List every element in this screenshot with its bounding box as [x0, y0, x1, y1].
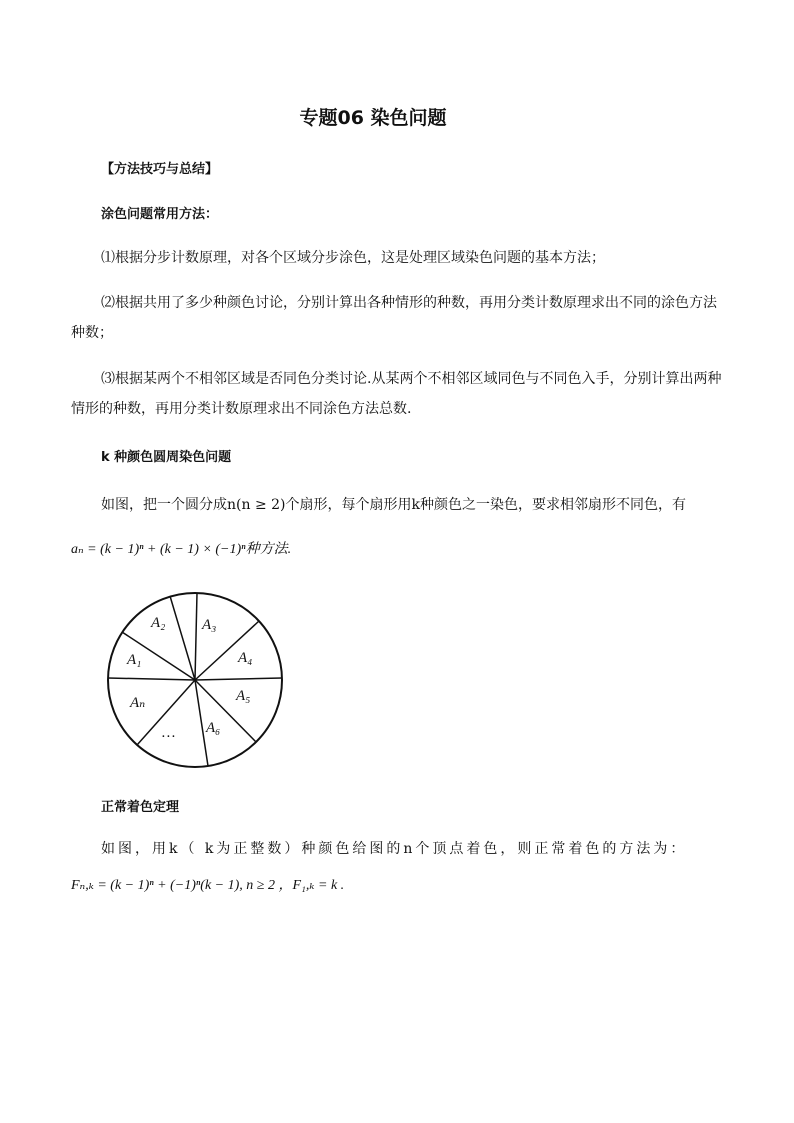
label-A6: A₆ [206, 720, 221, 736]
method-item-2: ⑵根据共用了多少种颜色讨论，分别计算出各种情形的种数，再用分类计数原理求出不同的涂色方法种数； [71, 295, 717, 341]
radius-line [195, 593, 197, 680]
label-An: Aₙ [130, 695, 146, 711]
radius-line [170, 596, 195, 680]
radius-line [195, 678, 282, 680]
theorem-line1: 如图，用k（ k为正整数）种颜色给图的n个顶点着色，则正常着色的方法为： [101, 841, 688, 857]
label-A3: A₃ [202, 617, 217, 633]
label-A2: A₂ [151, 615, 166, 631]
method-item-1: ⑴根据分步计数原理，对各个区域分步涂色，这是处理区域染色问题的基本方法； [101, 250, 605, 266]
page-title: 专题06 染色问题 [299, 107, 447, 129]
label-ellipsis: … [162, 725, 176, 741]
circle-sector-figure [105, 590, 285, 770]
radius-line [108, 678, 195, 680]
circle-section-heading: k 种颜色圆周染色问题 [101, 450, 232, 465]
theorem-section-heading: 正常着色定理 [101, 800, 180, 815]
theorem-line2: Fₙ,ₖ = (k − 1)ⁿ + (−1)ⁿ(k − 1), n ≥ 2 ，F₁,ₖ = k . [71, 878, 345, 893]
label-A4: A₄ [238, 650, 253, 666]
label-A1: A₁ [127, 652, 142, 668]
circle-section-line2: aₙ = (k − 1)ⁿ + (k − 1) × (−1)ⁿ种方法. [71, 542, 292, 557]
section-header: 【方法技巧与总结】 [101, 162, 219, 177]
method-title: 涂色问题常用方法： [101, 207, 219, 222]
method-item-3: ⑶根据某两个不相邻区域是否同色分类讨论.从某两个不相邻区域同色与不同色入手，分别计算出两种情形的种数，再用分类计数原理求出不同涂色方法总数. [71, 371, 722, 417]
label-A5: A₅ [236, 688, 251, 704]
circle-section-line1: 如图，把一个圆分成n(n ≥ 2)个扇形，每个扇形用k种颜色之一染色，要求相邻扇形不同色，有 [101, 497, 686, 513]
